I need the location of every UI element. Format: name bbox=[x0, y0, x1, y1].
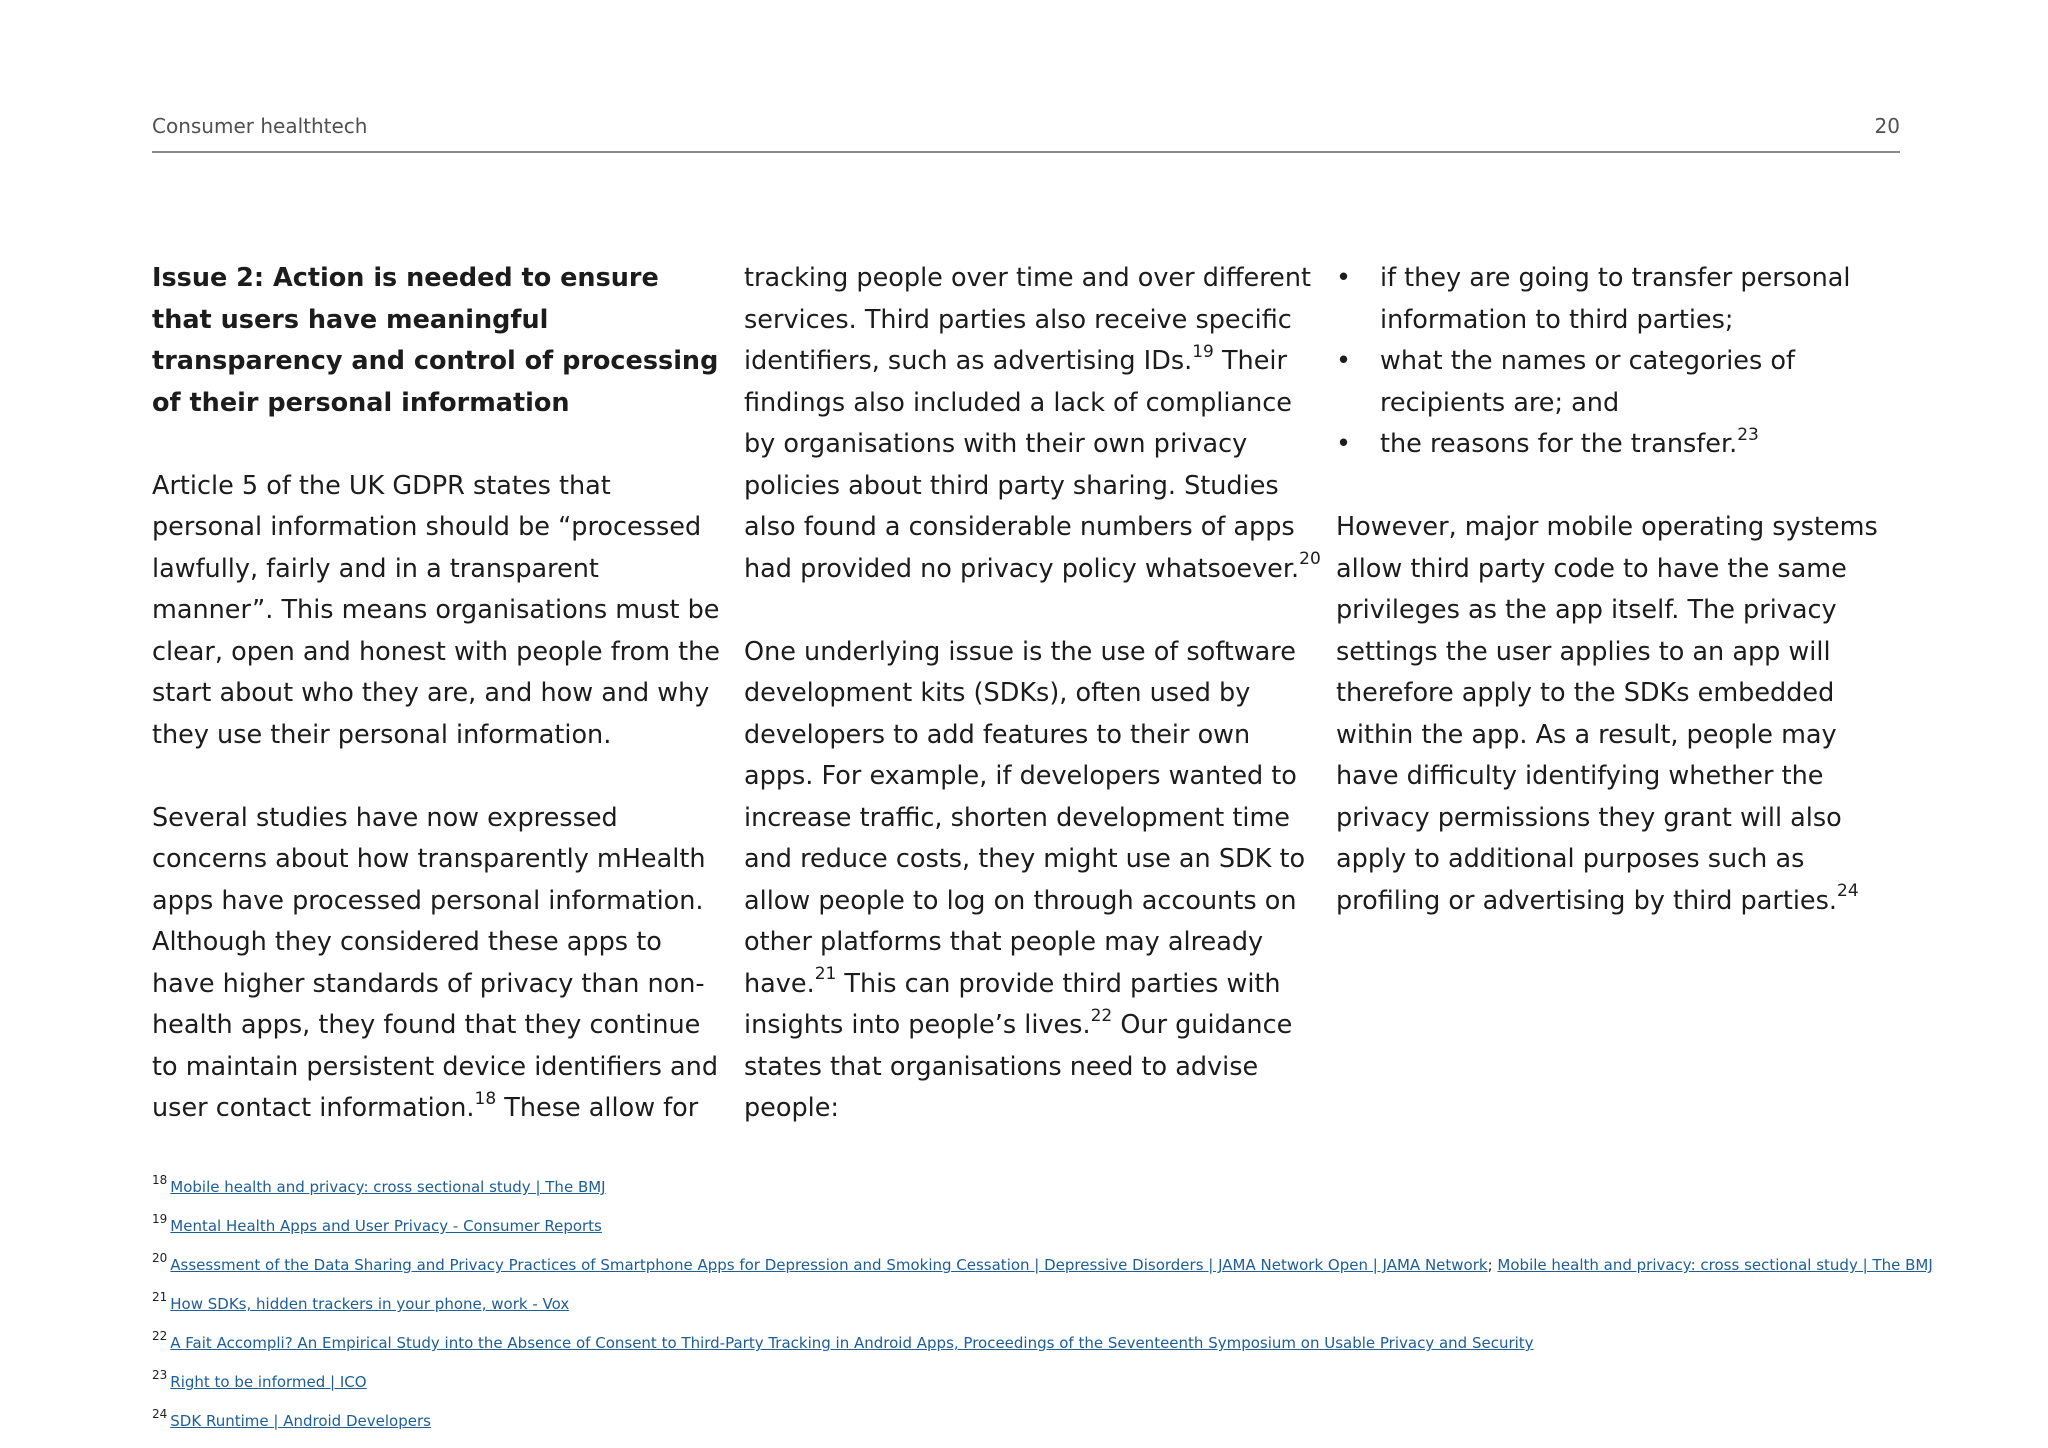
footnote-link-secondary[interactable]: Mobile health and privacy: cross sectional study | The BMJ bbox=[1497, 1256, 1933, 1274]
advice-bullet-list bbox=[1336, 258, 1904, 466]
footnote-link[interactable]: A Fait Accompli? An Empirical Study into the Absence of Consent to Third-Party Tracking in Android Apps, Proceedings of the Seventeenth Symposium on Usable Privacy and Security bbox=[170, 1334, 1534, 1352]
paragraph-article-5: Article 5 of the UK GDPR states that personal information should be “processed lawfully, fairly and in a transparent manner”. This means organisations must be clear, open and honest with people from the start about who they are, and how and why they use their personal information. bbox=[152, 470, 720, 750]
footnote-link[interactable]: SDK Runtime | Android Developers bbox=[170, 1412, 431, 1430]
paragraph-studies: Several studies have now expressed concerns about how transparently mHealth apps have processed personal information. Although they considered these apps to have higher standards of privacy than non-health apps, they found that they continue to maintain persistent device identifiers and user contact information.$^{18}$ These allow for bbox=[152, 802, 719, 1123]
footnote-ref-20[interactable]: 20 bbox=[1299, 549, 1321, 569]
footnotes bbox=[152, 1168, 1932, 1441]
footnote-link[interactable]: Mental Health Apps and User Privacy - Consumer Reports bbox=[170, 1217, 602, 1235]
footnote-24 bbox=[152, 1402, 1932, 1441]
bullet-icon: • bbox=[1336, 346, 1352, 376]
footnote-separator: ; bbox=[1487, 1256, 1493, 1274]
bullet-icon: • bbox=[1336, 263, 1352, 293]
footnote-number: 19 bbox=[152, 1212, 168, 1226]
footnote-link[interactable]: How SDKs, hidden trackers in your phone, work - Vox bbox=[170, 1295, 570, 1313]
column-1 bbox=[152, 258, 724, 1130]
footnote-ref-18[interactable]: 18 bbox=[474, 1088, 497, 1109]
bullet-icon: • bbox=[1336, 429, 1352, 459]
paragraph-operating-systems: However, major mobile operating systems allow third party code to have the same privileges as the app itself. The privacy settings the user applies to an app will therefore apply to the SDKs embedded within the app. As a result, people may have difficulty identifying whether the privacy permissions they grant will also apply to additional purposes such as profiling or advertising by third parties.$^{24}$ bbox=[1336, 512, 1878, 916]
footnote-20 bbox=[152, 1246, 1932, 1285]
footnote-ref-23[interactable]: 23 bbox=[1737, 424, 1759, 445]
footnote-ref-22[interactable]: 22 bbox=[1090, 1005, 1113, 1026]
footnote-number: 21 bbox=[152, 1290, 168, 1304]
page-header bbox=[152, 114, 1900, 154]
footnote-number: 18 bbox=[152, 1173, 168, 1187]
footnote-23 bbox=[152, 1363, 1932, 1402]
footnote-19 bbox=[152, 1207, 1932, 1246]
footnote-number: 20 bbox=[152, 1251, 168, 1265]
list-item: • if they are going to transfer personal information to third parties; bbox=[1336, 258, 1904, 341]
footnote-ref-19[interactable]: 19 bbox=[1192, 341, 1214, 362]
footnote-ref-24[interactable]: 24 bbox=[1837, 881, 1859, 901]
paragraph-tracking: tracking people over time and over different services. Third parties also receive specific identifiers, such as advertising IDs.$^{19}$ Their findings also included a lack of compliance by organisations with their own privacy policies about third party sharing. Studies also found a considerable numbers of apps had provided no privacy policy whatsoever.$^{20}$ bbox=[744, 263, 1321, 584]
list-item: • what the names or categories of recipients are; and bbox=[1336, 341, 1904, 424]
footnote-number: 23 bbox=[152, 1368, 168, 1382]
footnote-22 bbox=[152, 1324, 1932, 1363]
footnote-link[interactable]: Assessment of the Data Sharing and Privacy Practices of Smartphone Apps for Depression and Smoking Cessation | Depressive Disorders | JAMA Network Open | JAMA Network bbox=[170, 1256, 1488, 1274]
footnote-link[interactable]: Mobile health and privacy: cross sectional study | The BMJ bbox=[170, 1178, 606, 1196]
document-title: Consumer healthtech bbox=[152, 114, 368, 138]
footnote-ref-21[interactable]: 21 bbox=[814, 964, 837, 984]
footnote-21 bbox=[152, 1285, 1932, 1324]
footnote-18 bbox=[152, 1168, 1932, 1207]
footnote-number: 24 bbox=[152, 1407, 168, 1421]
column-2 bbox=[744, 258, 1324, 1130]
section-heading: Issue 2: Action is needed to ensure that users have meaningful transparency and control of processing of their personal information bbox=[152, 263, 719, 418]
paragraph-sdks: One underlying issue is the use of software development kits (SDKs), often used by developers to add features to their own apps. For example, if developers wanted to increase traffic, shorten development time and reduce costs, they might use an SDK to allow people to log on through accounts on other platforms that people may already have.$^{21}$ This can provide third parties with insights into people’s lives.$^{22}$ Our guidance states that organisations need to advise people: bbox=[744, 636, 1306, 1123]
footnote-link[interactable]: Right to be informed | ICO bbox=[170, 1373, 367, 1391]
column-3 bbox=[1336, 258, 1904, 922]
header-divider bbox=[152, 151, 1900, 153]
list-item: • the reasons for the transfer.$^{23}$ bbox=[1336, 424, 1904, 466]
footnote-number: 22 bbox=[152, 1329, 168, 1343]
page-number: 20 bbox=[1874, 114, 1900, 138]
